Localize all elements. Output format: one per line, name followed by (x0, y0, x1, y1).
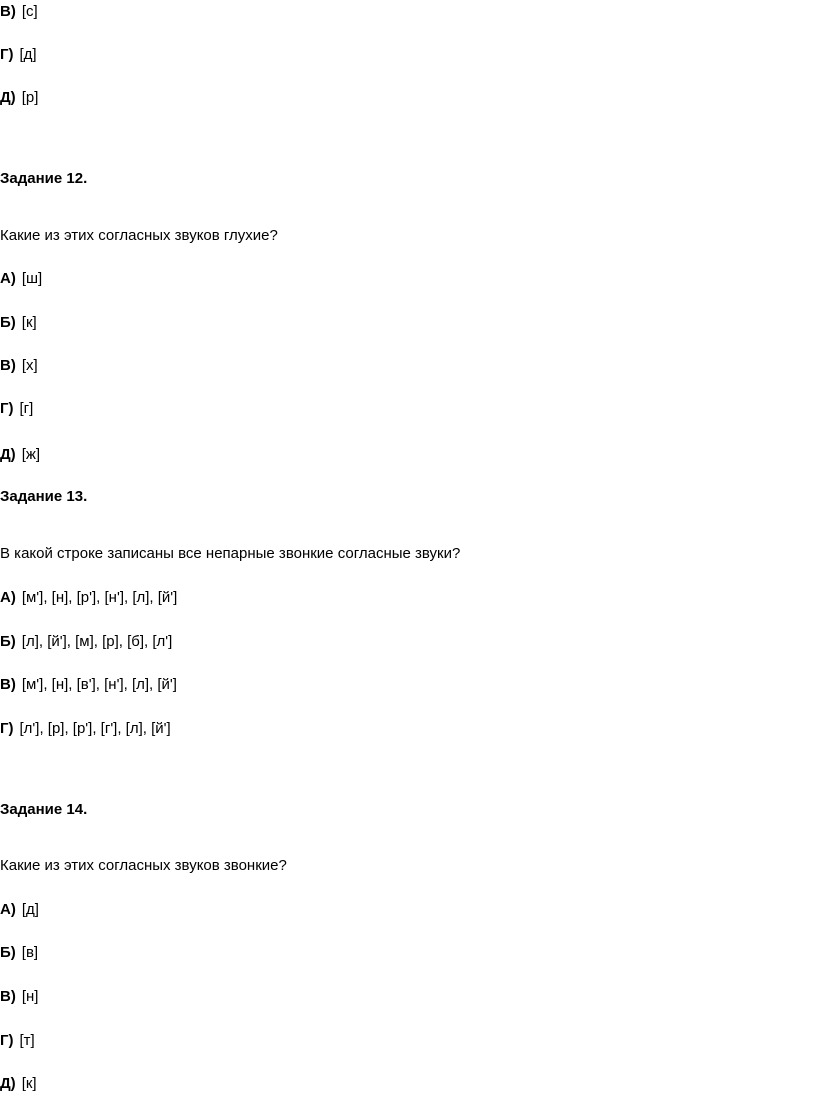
option-text: [д] (21, 901, 39, 918)
option-text: [в] (21, 944, 39, 961)
option-label: Г) (0, 400, 14, 417)
task-14-option-g (0, 1031, 35, 1051)
option-label: В) (0, 988, 16, 1005)
option-label: Б) (0, 633, 16, 650)
task-12-option-a (0, 269, 42, 289)
option-label: Б) (0, 944, 16, 961)
option-label: Г) (0, 1032, 14, 1049)
option-text: [д] (19, 46, 37, 63)
option-label: Д) (0, 446, 16, 463)
task-12-question: Какие из этих согласных звуков глухие? (0, 227, 278, 244)
task-14-option-d (0, 1074, 37, 1094)
task-12-option-b (0, 313, 37, 333)
task-14-option-v (0, 987, 38, 1007)
option-d (0, 88, 38, 108)
option-text: [с] (21, 3, 38, 20)
option-g (0, 45, 37, 65)
option-label: А) (0, 901, 16, 918)
task-13-option-b (0, 632, 172, 652)
option-label: А) (0, 270, 16, 287)
option-label: Д) (0, 89, 16, 106)
task-12-title: Задание 12. (0, 170, 88, 187)
option-text: [ш] (21, 270, 43, 287)
option-text: [л], [й'], [м], [р], [б], [л'] (21, 633, 173, 650)
option-text: [г] (19, 400, 34, 417)
task-13-option-a (0, 588, 177, 608)
option-v (0, 2, 38, 22)
option-text: [х] (21, 357, 38, 374)
option-label: Б) (0, 314, 16, 331)
task-12-option-v (0, 356, 38, 376)
task-13-question: В какой строке записаны все непарные звонкие согласные звуки? (0, 545, 461, 562)
task-12-option-g (0, 399, 33, 419)
option-text: [р] (21, 89, 39, 106)
option-text: [т] (19, 1032, 35, 1049)
task-14-option-b (0, 943, 38, 963)
option-label: В) (0, 357, 16, 374)
task-14-option-a (0, 900, 39, 920)
task-13-option-g (0, 719, 171, 739)
option-text: [м'], [н], [р'], [н'], [л], [й'] (21, 589, 178, 606)
option-label: Г) (0, 720, 14, 737)
option-label: В) (0, 3, 16, 20)
task-13-title: Задание 13. (0, 488, 88, 505)
option-label: Г) (0, 46, 14, 63)
option-label: А) (0, 589, 16, 606)
option-label: В) (0, 676, 16, 693)
option-label: Д) (0, 1075, 16, 1092)
option-text: [к] (21, 1075, 37, 1092)
option-text: [к] (21, 314, 37, 331)
option-text: [ж] (21, 446, 41, 463)
task-12-option-d (0, 445, 40, 465)
task-13-option-v (0, 675, 177, 695)
option-text: [л'], [р], [р'], [г'], [л], [й'] (19, 720, 171, 737)
option-text: [н] (21, 988, 39, 1005)
option-text: [м'], [н], [в'], [н'], [л], [й'] (21, 676, 177, 693)
task-14-question: Какие из этих согласных звуков звонкие? (0, 857, 287, 874)
task-14-title: Задание 14. (0, 801, 88, 818)
